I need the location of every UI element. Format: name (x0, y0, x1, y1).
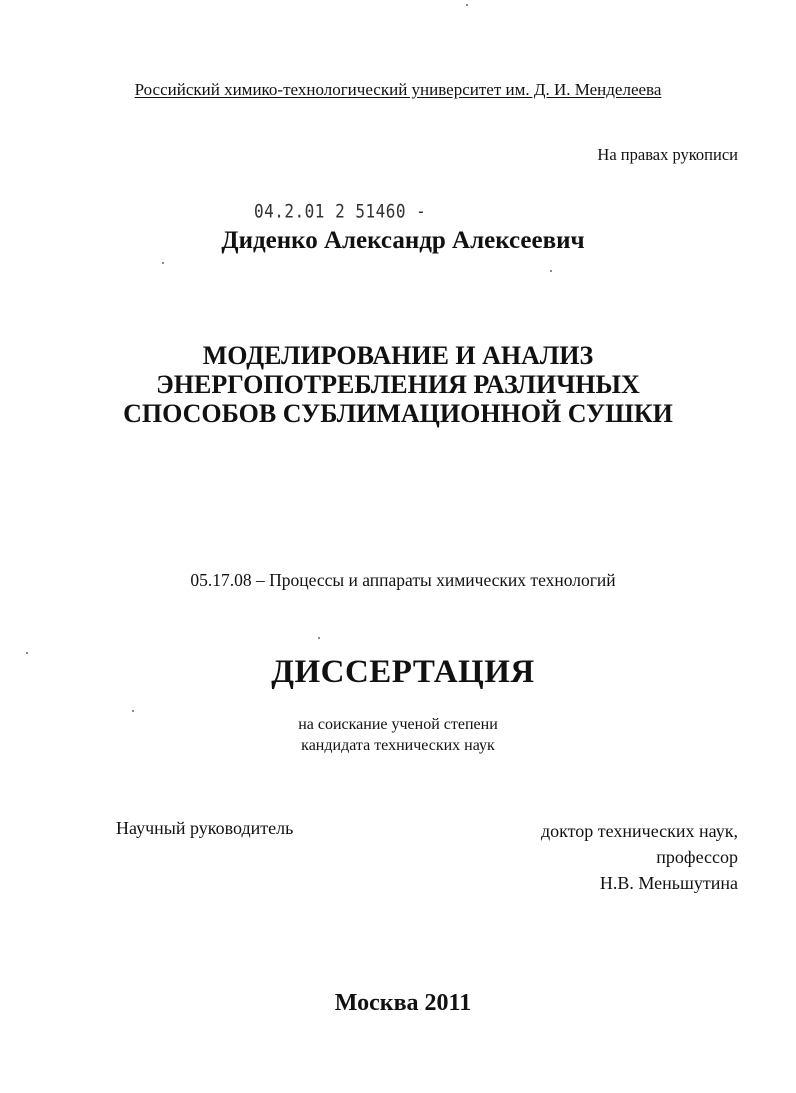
title-line: СПОСОБОВ СУБЛИМАЦИОННОЙ СУШКИ (123, 399, 673, 428)
supervisor-info (541, 818, 738, 896)
supervisor-rank: профессор (656, 847, 738, 867)
scan-speck (318, 637, 320, 639)
title-line: МОДЕЛИРОВАНИЕ И АНАЛИЗ (202, 341, 594, 370)
specialty-code: 05.17.08 – Процессы и аппараты химических технологий (190, 570, 616, 590)
author-name: Диденко Александр Алексеевич (221, 227, 585, 254)
scan-speck (466, 4, 468, 6)
scan-speck (26, 652, 28, 654)
university-name: Российский химико-технологический университет им. Д. И. Менделеева (134, 80, 662, 99)
degree-sought (0, 714, 796, 756)
library-stamp: 04.2.01 2 51460 - (254, 200, 427, 222)
supervisor-degree: доктор технических наук, (541, 821, 738, 841)
city-year: Москва 2011 (334, 990, 472, 1016)
scan-speck (132, 710, 134, 712)
scan-speck (550, 270, 552, 272)
document-type: ДИССЕРТАЦИЯ (271, 654, 535, 690)
rights-note: На правах рукописи (597, 145, 738, 164)
degree-line: на соискание ученой степени (298, 716, 498, 733)
scan-speck (162, 262, 164, 264)
title-line: ЭНЕРГОПОТРЕБЛЕНИЯ РАЗЛИЧНЫХ (156, 370, 640, 399)
degree-line: кандидата технических наук (301, 737, 495, 754)
thesis-title (0, 341, 796, 428)
supervisor-label: Научный руководитель (116, 818, 294, 838)
supervisor-name: Н.В. Меньшутина (599, 873, 738, 893)
